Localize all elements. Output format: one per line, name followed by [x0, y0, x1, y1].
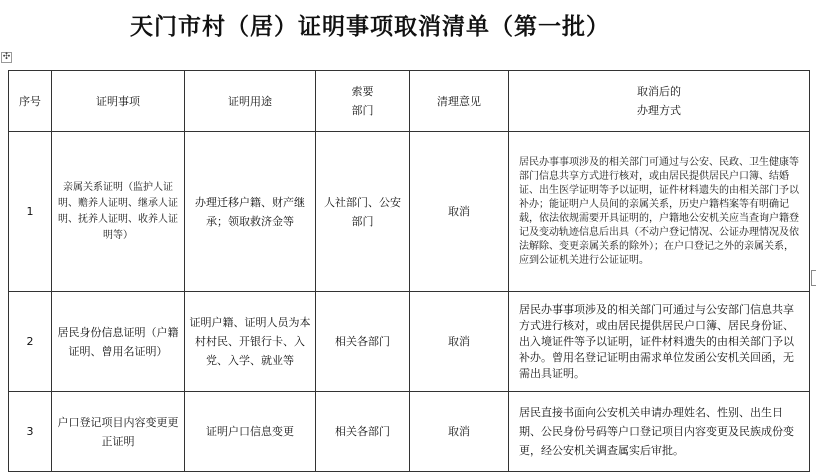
certificate-cancellation-table [8, 70, 810, 472]
page-title: 天门市村（居）证明事项取消清单（第一批） [130, 14, 610, 40]
header-purpose: 证明用途 [185, 71, 316, 132]
table-row [9, 292, 810, 392]
cell-no: 2 [9, 292, 52, 392]
cell-opinion: 取消 [410, 392, 509, 472]
header-item: 证明事项 [52, 71, 185, 132]
header-method: 取消后的 办理方式 [509, 71, 810, 132]
cell-purpose: 办理迁移户籍、财产继承；领取救济金等 [185, 132, 316, 292]
cell-purpose: 证明户口信息变更 [185, 392, 316, 472]
cell-opinion: 取消 [410, 292, 509, 392]
cell-method: 居民办事事项涉及的相关部门可通过与公安部门信息共享方式进行核对，或由居民提供居民户口簿、居民身份证、出入境证件等予以证明，证件材料遗失的由相关部门予以补办。曾用名登记证明由需求单位发函公安机关回函，无需出具证明。 [509, 292, 810, 392]
table-row [9, 132, 810, 292]
cell-dept: 相关各部门 [316, 392, 410, 472]
table-header-row [9, 71, 810, 132]
cell-dept: 相关各部门 [316, 292, 410, 392]
cell-dept: 人社部门、公安部门 [316, 132, 410, 292]
cell-item: 亲属关系证明（监护人证明、赡养人证明、继承人证明、抚养人证明、收养人证明等） [52, 132, 185, 292]
move-arrows-icon[interactable]: ✣ [2, 52, 11, 62]
cell-purpose: 证明户籍、证明人员为本村村民、开银行卡、入党、入学、就业等 [185, 292, 316, 392]
cell-method: 居民办事事项涉及的相关部门可通过与公安、民政、卫生健康等部门信息共享方式进行核对，或由居民提供居民户口簿、结婚证、出生医学证明等予以证明，证件材料遗失的由相关部门予以补办；能证明户人员间的亲属关系，历史户籍档案等有明确记载，依法依规需要开具证明的，户籍地公安机关应当查询户籍登记及变动轨迹信息后出具（不动户登记情况、公证办理情况及依法解除、变更亲属关系的除外）；在户口登记之外的亲属关系，应到公证机关进行公证证明。 [509, 132, 810, 292]
cell-no: 1 [9, 132, 52, 292]
table-row [9, 392, 810, 472]
cell-item: 户口登记项目内容变更更正证明 [52, 392, 185, 472]
cell-opinion: 取消 [410, 132, 509, 292]
header-no: 序号 [9, 71, 52, 132]
row-resize-marker [811, 270, 816, 286]
cell-item: 居民身份信息证明（户籍证明、曾用名证明） [52, 292, 185, 392]
header-dept: 索要 部门 [316, 71, 410, 132]
cell-method: 居民直接书面向公安机关申请办理姓名、性别、出生日期、公民身份号码等户口登记项目内容变更及民族成份变更，经公安机关调查属实后审批。 [509, 392, 810, 472]
header-opinion: 清理意见 [410, 71, 509, 132]
cell-no: 3 [9, 392, 52, 472]
